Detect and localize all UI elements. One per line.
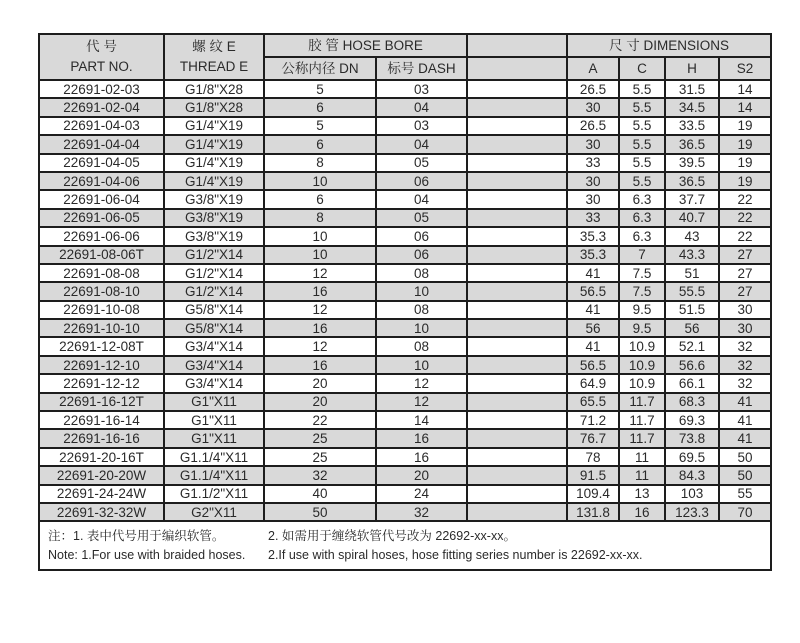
- table-cell: 19: [719, 154, 771, 172]
- table-cell: 22691-02-03: [39, 80, 164, 98]
- table-cell: 7.5: [619, 264, 665, 282]
- table-cell: 6: [264, 135, 376, 153]
- table-cell: G1.1/4"X11: [164, 448, 264, 466]
- table-cell: 22: [264, 411, 376, 429]
- table-cell: 5.5: [619, 135, 665, 153]
- table-cell: 25: [264, 429, 376, 447]
- table-cell: 5: [264, 80, 376, 98]
- header-dn: 公称内径 DN: [264, 57, 376, 80]
- hose-fitting-spec-table: [38, 33, 772, 571]
- table-cell: 34.5: [665, 98, 719, 116]
- table-cell: 51.5: [665, 301, 719, 319]
- table-cell: 22691-04-05: [39, 154, 164, 172]
- table-cell: 30: [567, 135, 619, 153]
- table-cell: 30: [719, 319, 771, 337]
- table-cell: 43.3: [665, 246, 719, 264]
- table-cell: 12: [264, 301, 376, 319]
- table-cell: G1.1/2"X11: [164, 485, 264, 503]
- table-cell: 7: [619, 246, 665, 264]
- table-cell: 36.5: [665, 135, 719, 153]
- table-cell: 56: [665, 319, 719, 337]
- table-cell: 19: [719, 172, 771, 190]
- table-cell: 27: [719, 246, 771, 264]
- table-cell: 6.3: [619, 209, 665, 227]
- table-cell: 22691-08-06T: [39, 246, 164, 264]
- table-cell: 16: [376, 429, 467, 447]
- table-cell: 22691-04-04: [39, 135, 164, 153]
- table-cell: 20: [264, 374, 376, 392]
- table-cell: 08: [376, 337, 467, 355]
- header-dimensions-group: 尺 寸 DIMENSIONS: [567, 34, 771, 57]
- table-row: [39, 117, 771, 135]
- table-cell: 04: [376, 98, 467, 116]
- table-cell: [467, 80, 567, 98]
- table-row: [39, 301, 771, 319]
- table-cell: G3/4"X14: [164, 374, 264, 392]
- table-cell: 22691-06-04: [39, 190, 164, 208]
- table-cell: G1/8"X28: [164, 80, 264, 98]
- table-cell: 26.5: [567, 80, 619, 98]
- table-cell: 9.5: [619, 301, 665, 319]
- table-cell: G1/2"X14: [164, 282, 264, 300]
- table-cell: 33.5: [665, 117, 719, 135]
- table-cell: 10: [376, 356, 467, 374]
- table-cell: 51: [665, 264, 719, 282]
- table-cell: 41: [567, 264, 619, 282]
- table-cell: 41: [719, 411, 771, 429]
- table-cell: 13: [619, 485, 665, 503]
- table-cell: 08: [376, 301, 467, 319]
- header-part-no: [39, 34, 164, 80]
- table-cell: 22691-20-20W: [39, 466, 164, 484]
- table-cell: [467, 448, 567, 466]
- table-cell: 22691-32-32W: [39, 503, 164, 521]
- table-cell: 70: [719, 503, 771, 521]
- table-cell: 5.5: [619, 154, 665, 172]
- table-cell: G3/8"X19: [164, 190, 264, 208]
- table-cell: 25: [264, 448, 376, 466]
- table-cell: G1/2"X14: [164, 264, 264, 282]
- table-cell: 11.7: [619, 411, 665, 429]
- table-header: [39, 34, 771, 80]
- table-cell: [467, 337, 567, 355]
- table-cell: 32: [719, 374, 771, 392]
- table-row: [39, 448, 771, 466]
- table-cell: 40.7: [665, 209, 719, 227]
- table-cell: 9.5: [619, 319, 665, 337]
- table-cell: [467, 503, 567, 521]
- note-en-1: Note: 1.For use with braided hoses.: [48, 548, 246, 563]
- table-row: [39, 227, 771, 245]
- table-cell: 10: [264, 172, 376, 190]
- table-row: [39, 154, 771, 172]
- table-cell: 05: [376, 209, 467, 227]
- table-cell: 32: [376, 503, 467, 521]
- table-cell: 6: [264, 98, 376, 116]
- table-cell: [467, 227, 567, 245]
- header-dim-c: C: [619, 57, 665, 80]
- table-cell: 5.5: [619, 80, 665, 98]
- table-cell: 43: [665, 227, 719, 245]
- table-cell: 22691-08-10: [39, 282, 164, 300]
- table-cell: [467, 264, 567, 282]
- table-cell: 14: [719, 80, 771, 98]
- header-empty-sub: [467, 57, 567, 80]
- header-dim-a: A: [567, 57, 619, 80]
- table-cell: [467, 301, 567, 319]
- table-row: [39, 80, 771, 98]
- table-row: [39, 319, 771, 337]
- table-cell: 5: [264, 117, 376, 135]
- table-cell: 78: [567, 448, 619, 466]
- table-cell: 30: [567, 190, 619, 208]
- table-cell: 22691-10-10: [39, 319, 164, 337]
- table-cell: 12: [264, 337, 376, 355]
- table-cell: [467, 319, 567, 337]
- table-row: [39, 246, 771, 264]
- table-cell: 37.7: [665, 190, 719, 208]
- header-part-no-en: PART NO.: [70, 59, 133, 74]
- table-cell: 27: [719, 264, 771, 282]
- table-cell: 22: [719, 190, 771, 208]
- header-dash: 标号 DASH: [376, 57, 467, 80]
- table-cell: 5.5: [619, 98, 665, 116]
- table-cell: 69.3: [665, 411, 719, 429]
- table-cell: 22691-12-12: [39, 374, 164, 392]
- table-cell: 16: [619, 503, 665, 521]
- table-cell: 56.6: [665, 356, 719, 374]
- table-cell: 06: [376, 246, 467, 264]
- table-cell: 06: [376, 227, 467, 245]
- table-cell: 22691-06-06: [39, 227, 164, 245]
- table-cell: 33: [567, 154, 619, 172]
- table-cell: 131.8: [567, 503, 619, 521]
- table-cell: 41: [719, 429, 771, 447]
- table-cell: 41: [567, 301, 619, 319]
- table-cell: 22691-24-24W: [39, 485, 164, 503]
- table-cell: 68.3: [665, 393, 719, 411]
- table-row: [39, 393, 771, 411]
- table-cell: G1"X11: [164, 393, 264, 411]
- notes-row: [39, 521, 771, 570]
- table-cell: 06: [376, 172, 467, 190]
- table-cell: [467, 429, 567, 447]
- table-cell: G1"X11: [164, 411, 264, 429]
- table-cell: 35.3: [567, 227, 619, 245]
- table-cell: 35.3: [567, 246, 619, 264]
- table-cell: [467, 154, 567, 172]
- table-cell: 30: [719, 301, 771, 319]
- table-cell: 84.3: [665, 466, 719, 484]
- table-cell: 11.7: [619, 393, 665, 411]
- table-cell: 16: [264, 319, 376, 337]
- table-cell: 22691-04-06: [39, 172, 164, 190]
- note-en-2: 2.If use with spiral hoses, hose fitting series number is 22692-xx-xx.: [268, 548, 643, 563]
- table-cell: 10: [376, 319, 467, 337]
- table-cell: 22691-16-14: [39, 411, 164, 429]
- table-cell: 31.5: [665, 80, 719, 98]
- table-cell: [467, 190, 567, 208]
- note-zh-1: 注：1. 表中代号用于编织软管。: [48, 529, 225, 544]
- table-cell: 22691-12-08T: [39, 337, 164, 355]
- table-cell: G2"X11: [164, 503, 264, 521]
- table-cell: 04: [376, 190, 467, 208]
- table-row: [39, 485, 771, 503]
- table-cell: 56: [567, 319, 619, 337]
- table-cell: 11.7: [619, 429, 665, 447]
- table-cell: 12: [376, 374, 467, 392]
- note-zh-2: 2. 如需用于缠绕软管代号改为 22692-xx-xx。: [268, 529, 516, 544]
- table-cell: 56.5: [567, 356, 619, 374]
- header-row-groups: [39, 34, 771, 57]
- notes: [39, 521, 771, 570]
- table-cell: 73.8: [665, 429, 719, 447]
- table-cell: 5.5: [619, 172, 665, 190]
- table-cell: [467, 117, 567, 135]
- table-cell: [467, 393, 567, 411]
- table-cell: G1/4"X19: [164, 154, 264, 172]
- table-cell: 71.2: [567, 411, 619, 429]
- table-row: [39, 172, 771, 190]
- table-cell: 14: [719, 98, 771, 116]
- table-cell: [467, 172, 567, 190]
- table-cell: 10.9: [619, 356, 665, 374]
- table-cell: 11: [619, 448, 665, 466]
- table-cell: 56.5: [567, 282, 619, 300]
- table-cell: G1/4"X19: [164, 135, 264, 153]
- table-cell: 16: [376, 448, 467, 466]
- table-cell: G3/8"X19: [164, 227, 264, 245]
- header-part-no-zh: 代 号: [86, 39, 117, 55]
- table-cell: G5/8"X14: [164, 301, 264, 319]
- table-cell: 39.5: [665, 154, 719, 172]
- table-cell: 03: [376, 80, 467, 98]
- table-cell: 11: [619, 466, 665, 484]
- table-cell: 65.5: [567, 393, 619, 411]
- table-cell: G5/8"X14: [164, 319, 264, 337]
- table-cell: 14: [376, 411, 467, 429]
- table-cell: 32: [719, 337, 771, 355]
- header-thread-zh: 螺 纹 E: [192, 39, 236, 55]
- table-cell: 30: [567, 98, 619, 116]
- table-row: [39, 264, 771, 282]
- table-cell: G1/2"X14: [164, 246, 264, 264]
- catalog-page: [38, 33, 770, 571]
- table-cell: 03: [376, 117, 467, 135]
- table-cell: 12: [264, 264, 376, 282]
- table-footer: [39, 521, 771, 570]
- note-line-zh: [48, 527, 762, 546]
- table-body: [39, 80, 771, 521]
- table-cell: 91.5: [567, 466, 619, 484]
- table-cell: 19: [719, 117, 771, 135]
- table-cell: 41: [719, 393, 771, 411]
- header-hose-bore-group: 胶 管 HOSE BORE: [264, 34, 467, 57]
- table-row: [39, 337, 771, 355]
- table-cell: 22691-08-08: [39, 264, 164, 282]
- table-cell: 36.5: [665, 172, 719, 190]
- table-cell: 16: [264, 282, 376, 300]
- table-cell: [467, 356, 567, 374]
- table-cell: 103: [665, 485, 719, 503]
- header-thread: [164, 34, 264, 80]
- table-cell: 50: [719, 448, 771, 466]
- table-cell: 8: [264, 154, 376, 172]
- table-row: [39, 503, 771, 521]
- table-cell: 22691-16-16: [39, 429, 164, 447]
- table-cell: [467, 209, 567, 227]
- table-cell: [467, 411, 567, 429]
- table-cell: 16: [264, 356, 376, 374]
- table-cell: 22691-06-05: [39, 209, 164, 227]
- table-cell: G1/8"X28: [164, 98, 264, 116]
- table-cell: 40: [264, 485, 376, 503]
- table-cell: 7.5: [619, 282, 665, 300]
- table-cell: [467, 374, 567, 392]
- table-cell: 10: [376, 282, 467, 300]
- table-cell: 33: [567, 209, 619, 227]
- table-cell: 41: [567, 337, 619, 355]
- table-cell: 20: [376, 466, 467, 484]
- table-cell: G3/4"X14: [164, 356, 264, 374]
- table-cell: 26.5: [567, 117, 619, 135]
- table-cell: 32: [719, 356, 771, 374]
- table-cell: 5.5: [619, 117, 665, 135]
- header-dim-s2: S2: [719, 57, 771, 80]
- table-cell: 08: [376, 264, 467, 282]
- table-cell: 22691-10-08: [39, 301, 164, 319]
- table-cell: 69.5: [665, 448, 719, 466]
- table-cell: 55: [719, 485, 771, 503]
- table-cell: 12: [376, 393, 467, 411]
- table-cell: [467, 282, 567, 300]
- table-row: [39, 466, 771, 484]
- table-cell: 50: [264, 503, 376, 521]
- note-line-en: [48, 546, 762, 565]
- table-cell: 10.9: [619, 374, 665, 392]
- table-cell: 19: [719, 135, 771, 153]
- table-cell: 27: [719, 282, 771, 300]
- table-cell: 22691-02-04: [39, 98, 164, 116]
- table-cell: 10: [264, 246, 376, 264]
- table-cell: [467, 485, 567, 503]
- table-cell: G1/4"X19: [164, 117, 264, 135]
- table-cell: G3/4"X14: [164, 337, 264, 355]
- table-row: [39, 209, 771, 227]
- table-cell: 123.3: [665, 503, 719, 521]
- table-cell: 76.7: [567, 429, 619, 447]
- table-row: [39, 374, 771, 392]
- table-row: [39, 98, 771, 116]
- table-cell: 55.5: [665, 282, 719, 300]
- table-cell: 6.3: [619, 190, 665, 208]
- table-cell: 22: [719, 209, 771, 227]
- table-cell: 04: [376, 135, 467, 153]
- table-cell: 05: [376, 154, 467, 172]
- table-cell: 66.1: [665, 374, 719, 392]
- table-cell: 6.3: [619, 227, 665, 245]
- table-row: [39, 190, 771, 208]
- table-row: [39, 411, 771, 429]
- table-cell: [467, 135, 567, 153]
- table-cell: G1"X11: [164, 429, 264, 447]
- table-cell: 22691-20-16T: [39, 448, 164, 466]
- table-cell: 52.1: [665, 337, 719, 355]
- table-cell: [467, 246, 567, 264]
- table-cell: G1/4"X19: [164, 172, 264, 190]
- table-cell: [467, 466, 567, 484]
- header-empty-group: [467, 34, 567, 57]
- table-cell: 64.9: [567, 374, 619, 392]
- table-row: [39, 282, 771, 300]
- table-cell: G1.1/4"X11: [164, 466, 264, 484]
- table-cell: 30: [567, 172, 619, 190]
- table-cell: G3/8"X19: [164, 209, 264, 227]
- table-cell: 24: [376, 485, 467, 503]
- table-row: [39, 429, 771, 447]
- table-cell: [467, 98, 567, 116]
- table-cell: 22691-16-12T: [39, 393, 164, 411]
- table-cell: 22691-04-03: [39, 117, 164, 135]
- table-cell: 10: [264, 227, 376, 245]
- table-cell: 20: [264, 393, 376, 411]
- table-cell: 6: [264, 190, 376, 208]
- table-cell: 32: [264, 466, 376, 484]
- table-cell: 8: [264, 209, 376, 227]
- table-row: [39, 356, 771, 374]
- table-cell: 22: [719, 227, 771, 245]
- table-cell: 22691-12-10: [39, 356, 164, 374]
- header-dim-h: H: [665, 57, 719, 80]
- table-row: [39, 135, 771, 153]
- table-cell: 109.4: [567, 485, 619, 503]
- table-cell: 50: [719, 466, 771, 484]
- table-cell: 10.9: [619, 337, 665, 355]
- header-thread-en: THREAD E: [179, 59, 249, 74]
